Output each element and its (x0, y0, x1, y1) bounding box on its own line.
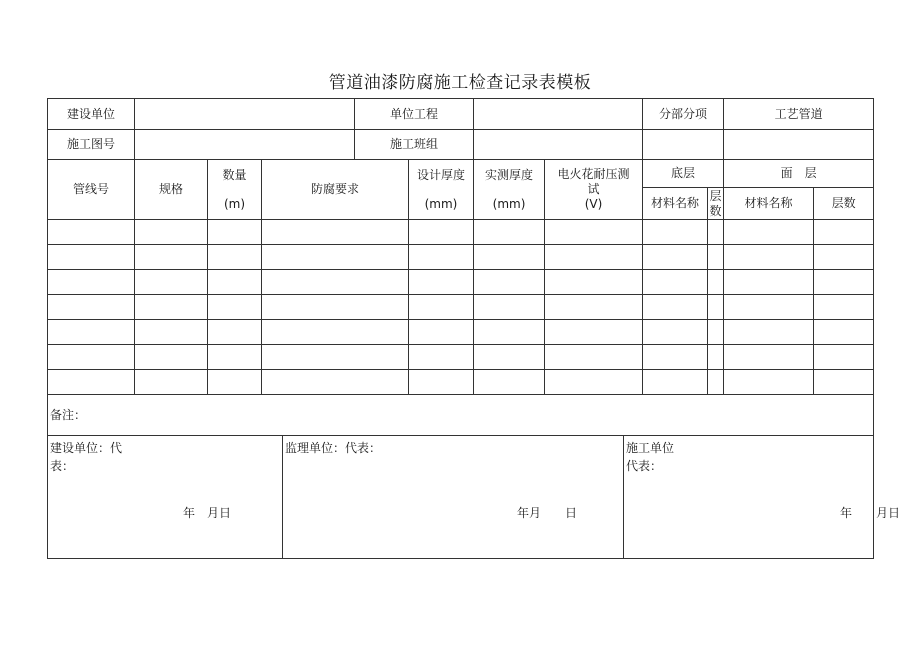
table-cell[interactable] (135, 370, 208, 395)
table-cell[interactable] (409, 295, 474, 320)
table-cell[interactable] (48, 270, 135, 295)
table-cell[interactable] (708, 345, 724, 370)
table-cell[interactable] (708, 320, 724, 345)
table-cell[interactable] (135, 295, 208, 320)
table-cell[interactable] (208, 270, 262, 295)
col-top-layer: 面 层 (724, 160, 874, 188)
table-cell[interactable] (724, 370, 814, 395)
table-cell[interactable] (474, 270, 545, 295)
table-cell[interactable] (545, 270, 643, 295)
column-header-row-1 (48, 160, 874, 188)
table-cell[interactable] (474, 295, 545, 320)
table-cell[interactable] (724, 320, 814, 345)
table-cell[interactable] (724, 245, 814, 270)
table-cell[interactable] (643, 320, 708, 345)
team-label: 施工班组 (355, 130, 474, 160)
table-cell[interactable] (208, 295, 262, 320)
table-row (48, 220, 874, 245)
col-requirement: 防腐要求 (262, 160, 409, 220)
table-cell[interactable] (409, 370, 474, 395)
page-title: 管道油漆防腐施工检查记录表模板 (328, 73, 592, 93)
table-cell[interactable] (474, 370, 545, 395)
table-cell[interactable] (545, 295, 643, 320)
header-row-1 (48, 99, 874, 130)
table-cell[interactable] (814, 345, 874, 370)
table-cell[interactable] (135, 220, 208, 245)
blank-cell[interactable] (724, 130, 874, 160)
table-cell[interactable] (708, 270, 724, 295)
table-cell[interactable] (643, 345, 708, 370)
table-cell[interactable] (474, 345, 545, 370)
table-cell[interactable] (409, 345, 474, 370)
supervision-unit-signature[interactable] (283, 436, 624, 559)
table-row (48, 345, 874, 370)
team-value[interactable] (474, 130, 643, 160)
table-cell[interactable] (545, 345, 643, 370)
table-cell[interactable] (814, 245, 874, 270)
table-cell[interactable] (135, 245, 208, 270)
remarks-label[interactable]: 备注： (48, 395, 874, 436)
table-cell[interactable] (474, 320, 545, 345)
table-cell[interactable] (643, 245, 708, 270)
table-cell[interactable] (262, 370, 409, 395)
table-cell[interactable] (262, 220, 409, 245)
table-cell[interactable] (409, 270, 474, 295)
table-cell[interactable] (724, 270, 814, 295)
construction-signature-date: 年 月日 (840, 506, 901, 520)
supervision-signature-line1: 监理单位：代表： (285, 441, 382, 455)
table-cell[interactable] (708, 245, 724, 270)
table-cell[interactable] (48, 345, 135, 370)
table-cell[interactable] (545, 370, 643, 395)
table-cell[interactable] (48, 220, 135, 245)
build-signature-date: 年 月日 (183, 506, 232, 520)
table-cell[interactable] (545, 220, 643, 245)
table-cell[interactable] (643, 370, 708, 395)
table-cell[interactable] (708, 370, 724, 395)
table-cell[interactable] (48, 320, 135, 345)
signature-row (48, 436, 874, 559)
table-cell[interactable] (814, 270, 874, 295)
remarks-row (48, 395, 874, 436)
table-cell[interactable] (208, 370, 262, 395)
col-design-thickness (409, 160, 474, 220)
table-cell[interactable] (814, 320, 874, 345)
drawing-no-value[interactable] (135, 130, 355, 160)
build-unit-label: 建设单位 (48, 99, 135, 130)
table-cell[interactable] (262, 270, 409, 295)
table-cell[interactable] (643, 220, 708, 245)
table-cell[interactable] (262, 245, 409, 270)
table-cell[interactable] (545, 245, 643, 270)
col-spark-test-label: 电火花耐压测试 (557, 167, 630, 196)
col-base-layer-count: 层数 (708, 188, 724, 220)
table-cell[interactable] (814, 220, 874, 245)
build-signature-line2: 表： (50, 459, 75, 473)
col-quantity-unit: (m) (223, 196, 246, 211)
supervision-signature-date: 年月 日 (517, 506, 578, 520)
sub-item-label: 分部分项 (643, 99, 724, 130)
col-spark-test (545, 160, 643, 220)
table-cell[interactable] (474, 245, 545, 270)
table-cell[interactable] (724, 220, 814, 245)
header-row-2 (48, 130, 874, 160)
col-top-material-name: 材料名称 (724, 188, 814, 220)
table-cell[interactable] (262, 345, 409, 370)
col-spec: 规格 (135, 160, 208, 220)
table-cell[interactable] (708, 220, 724, 245)
col-quantity-label: 数量 (222, 167, 247, 182)
table-cell[interactable] (409, 245, 474, 270)
table-cell[interactable] (708, 295, 724, 320)
table-cell[interactable] (643, 270, 708, 295)
col-design-thickness-unit: (mm) (424, 196, 458, 211)
table-cell[interactable] (409, 220, 474, 245)
table-cell[interactable] (48, 370, 135, 395)
unit-project-value[interactable] (474, 99, 643, 130)
col-spark-test-unit: (V) (584, 197, 603, 211)
col-top-layer-count: 层数 (814, 188, 874, 220)
table-cell[interactable] (208, 220, 262, 245)
build-unit-value[interactable] (135, 99, 355, 130)
table-cell[interactable] (409, 320, 474, 345)
unit-project-label: 单位工程 (355, 99, 474, 130)
table-cell[interactable] (208, 245, 262, 270)
col-measured-thickness (474, 160, 545, 220)
table-row (48, 295, 874, 320)
col-quantity (208, 160, 262, 220)
table-row (48, 320, 874, 345)
build-unit-signature[interactable] (48, 436, 283, 559)
col-pipe-no: 管线号 (48, 160, 135, 220)
construction-signature-line1: 施工单位 (626, 441, 675, 455)
table-cell[interactable] (724, 295, 814, 320)
table-cell[interactable] (208, 345, 262, 370)
table-row (48, 245, 874, 270)
table-cell[interactable] (474, 220, 545, 245)
blank-cell[interactable] (643, 130, 724, 160)
table-cell[interactable] (262, 295, 409, 320)
col-base-material-name: 材料名称 (643, 188, 708, 220)
table-cell[interactable] (48, 295, 135, 320)
table-cell[interactable] (48, 245, 135, 270)
table-cell[interactable] (643, 295, 708, 320)
construction-unit-signature[interactable] (624, 436, 901, 559)
table-cell[interactable] (262, 320, 409, 345)
col-base-layer: 底层 (643, 160, 724, 188)
table-cell[interactable] (814, 370, 874, 395)
table-cell[interactable] (135, 270, 208, 295)
table-cell[interactable] (724, 345, 814, 370)
inspection-record-table (47, 98, 901, 559)
table-cell[interactable] (545, 320, 643, 345)
col-measured-thickness-label: 实测厚度 (485, 167, 534, 182)
table-cell[interactable] (135, 320, 208, 345)
table-cell[interactable] (814, 295, 874, 320)
sub-item-value[interactable]: 工艺管道 (724, 99, 874, 130)
table-cell[interactable] (208, 320, 262, 345)
col-design-thickness-label: 设计厚度 (417, 167, 466, 182)
drawing-no-label: 施工图号 (48, 130, 135, 160)
table-row (48, 270, 874, 295)
table-cell[interactable] (135, 345, 208, 370)
construction-signature-line2: 代表： (626, 459, 663, 473)
col-measured-thickness-unit: (mm) (492, 196, 526, 211)
table-row (48, 370, 874, 395)
build-signature-line1: 建设单位：代 (50, 441, 123, 455)
